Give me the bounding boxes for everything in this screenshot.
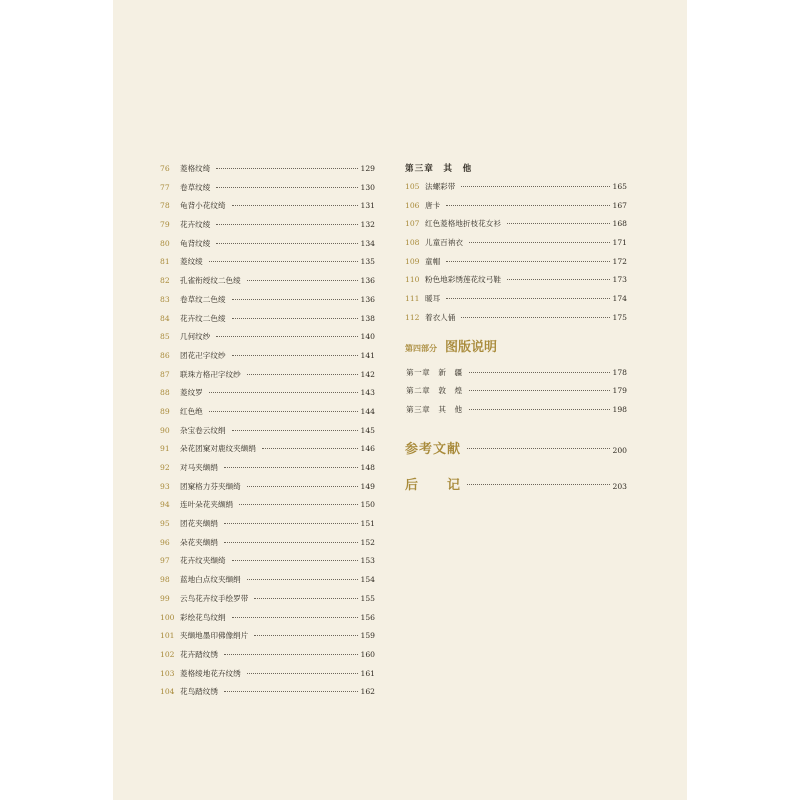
toc-entry-references[interactable]	[405, 432, 627, 468]
part-title: 图版说明	[445, 339, 498, 355]
toc-entry[interactable]	[160, 422, 375, 441]
entry-title: 朵花团窠对鹿纹夹缬绢	[180, 444, 256, 454]
leader-dots	[216, 224, 357, 225]
entry-title: 卷草纹绫	[180, 182, 211, 192]
leader-dots	[254, 598, 357, 599]
part-label: 第四部分	[405, 342, 437, 353]
entry-page: 168	[612, 219, 627, 229]
entry-number: 85	[160, 332, 170, 342]
leader-dots	[461, 317, 609, 318]
entry-number: 102	[160, 649, 175, 659]
entry-number: 81	[160, 257, 170, 267]
entry-page: 155	[360, 593, 375, 603]
entry-title: 团花卍字纹纱	[180, 350, 226, 360]
entry-title: 团花夹缬绢	[180, 519, 218, 529]
entry-title: 几何纹纱	[180, 332, 211, 342]
entry-title: 儿童百衲衣	[425, 238, 463, 248]
entry-title: 童帽	[425, 256, 441, 266]
entry-page: 161	[360, 668, 375, 678]
entry-page: 131	[360, 201, 375, 211]
toc-entry[interactable]	[160, 440, 375, 459]
entry-title: 花卉纹二色绫	[180, 313, 226, 323]
entry-title: 卷草纹二色绫	[180, 294, 226, 304]
entry-title: 第一章 新 疆	[406, 367, 463, 377]
entry-title: 联珠方格卍字纹纱	[180, 369, 241, 379]
entry-page: 146	[360, 444, 375, 454]
entry-title: 唐卡	[425, 200, 441, 210]
toc-entry[interactable]	[160, 384, 375, 403]
entry-page: 167	[612, 200, 627, 210]
entry-number: 95	[160, 519, 170, 529]
leader-dots	[446, 298, 609, 299]
leader-dots	[224, 542, 358, 543]
entry-page: 140	[360, 332, 375, 342]
leader-dots	[232, 299, 358, 300]
entry-page: 136	[360, 294, 375, 304]
entry-page: 162	[360, 687, 375, 697]
entry-title: 云鸟花卉纹手绘罗带	[180, 593, 249, 603]
toc-entry[interactable]	[160, 590, 375, 609]
entry-number: 96	[160, 537, 170, 547]
entry-title: 花卉踏纹绣	[180, 649, 218, 659]
entry-number: 108	[405, 238, 420, 248]
entry-number: 78	[160, 201, 170, 211]
entry-number: 88	[160, 388, 170, 398]
entry-page: 159	[360, 631, 375, 641]
references-title: 参考文献	[405, 441, 462, 457]
entry-number: 107	[405, 219, 420, 229]
entry-title: 第三章 其 他	[406, 404, 463, 414]
entry-number: 109	[405, 256, 420, 266]
entry-page: 156	[360, 612, 375, 622]
toc-entry[interactable]	[160, 253, 375, 272]
leader-dots	[224, 523, 358, 524]
toc-entry[interactable]	[160, 160, 375, 179]
leader-dots	[232, 355, 358, 356]
toc-entry[interactable]	[405, 382, 627, 401]
entry-page: 134	[360, 238, 375, 248]
leader-dots	[446, 205, 609, 206]
entry-page: 143	[360, 388, 375, 398]
toc-entry[interactable]	[405, 253, 627, 272]
entry-title: 法螺彩带	[425, 182, 456, 191]
entry-page: 132	[360, 220, 375, 230]
entry-page: 135	[360, 257, 375, 267]
entry-page: 149	[360, 481, 375, 491]
toc-entry[interactable]	[160, 665, 375, 684]
entry-title: 菱格纹绮	[180, 164, 211, 173]
entry-title: 着衣人俑	[425, 312, 456, 322]
entry-number: 87	[160, 369, 170, 379]
entry-number: 98	[160, 575, 170, 585]
toc-list-other	[405, 178, 627, 328]
toc-entry[interactable]	[405, 364, 627, 383]
leader-dots	[247, 486, 358, 487]
leader-dots	[209, 261, 358, 262]
toc-entry[interactable]	[405, 271, 627, 290]
entry-page: 138	[360, 313, 375, 323]
toc-entry[interactable]	[405, 215, 627, 234]
entry-title: 花卉纹夹缬绮	[180, 556, 226, 566]
entry-title: 夹缬地墨印佛像绢片	[180, 631, 249, 641]
leader-dots	[469, 372, 610, 373]
entry-title: 菱纹罗	[180, 388, 203, 398]
leader-dots	[216, 336, 357, 337]
entry-number: 97	[160, 556, 170, 566]
entry-title: 粉色地彩绣莲花纹弓鞋	[425, 275, 501, 285]
entry-title: 蓝地白点纹夹缬绢	[180, 575, 241, 585]
entry-title: 菱格绫地花卉纹绣	[180, 668, 241, 678]
toc-entry[interactable]	[160, 216, 375, 235]
entry-number: 86	[160, 350, 170, 360]
entry-title: 杂宝卷云纹绢	[180, 425, 226, 435]
toc-entry[interactable]	[160, 235, 375, 254]
entry-page: 141	[360, 350, 375, 360]
entry-page: 198	[612, 404, 627, 414]
entry-page: 145	[360, 425, 375, 435]
entry-title: 红色菱格地折枝花女衫	[425, 219, 501, 229]
entry-title: 龟背小花纹绮	[180, 201, 226, 211]
entry-number: 77	[160, 182, 170, 192]
leader-dots	[209, 411, 358, 412]
entry-page: 130	[360, 182, 375, 192]
leader-dots	[216, 243, 357, 244]
toc-entry[interactable]	[160, 291, 375, 310]
part-heading	[405, 336, 627, 362]
references-page: 200	[612, 445, 627, 455]
chapter-heading-other: 第三章 其 他	[405, 164, 473, 174]
toc-entry[interactable]	[405, 234, 627, 253]
entry-page: 148	[360, 463, 375, 472]
leader-dots	[469, 390, 610, 391]
entry-title: 暖耳	[425, 294, 441, 304]
entry-page: 150	[360, 500, 375, 510]
entry-page: 154	[360, 575, 375, 585]
toc-entry[interactable]	[160, 347, 375, 366]
entry-page: 174	[612, 294, 627, 304]
leader-dots	[216, 187, 357, 188]
toc-entry[interactable]	[160, 534, 375, 553]
toc-entry[interactable]	[405, 197, 627, 216]
entry-page: 160	[360, 649, 375, 659]
toc-entry[interactable]	[160, 627, 375, 646]
toc-entry[interactable]	[160, 683, 375, 702]
entry-number: 82	[160, 276, 170, 286]
toc-entry[interactable]	[405, 401, 627, 420]
leader-dots	[247, 374, 358, 375]
entry-number: 100	[160, 612, 175, 622]
entry-title: 对马夹缬绢	[180, 463, 218, 472]
toc-entry[interactable]	[160, 571, 375, 590]
toc-entry[interactable]	[160, 272, 375, 291]
leader-dots	[467, 448, 609, 449]
toc-entry[interactable]	[405, 309, 627, 328]
leader-dots	[262, 448, 358, 449]
entry-page: 136	[360, 276, 375, 286]
entry-page: 178	[612, 367, 627, 377]
toc-entry[interactable]	[160, 403, 375, 422]
entry-page: 153	[360, 556, 375, 566]
entry-number: 91	[160, 444, 170, 454]
afterword-page: 203	[612, 481, 627, 491]
leader-dots	[507, 223, 610, 224]
leader-dots	[209, 392, 358, 393]
leader-dots	[247, 280, 358, 281]
entry-title: 红色绝	[180, 406, 203, 416]
entry-title: 朵花夹缬绢	[180, 537, 218, 547]
toc-entry[interactable]	[160, 478, 375, 497]
leader-dots	[247, 579, 358, 580]
leader-dots	[239, 504, 357, 505]
entry-page: 171	[612, 238, 627, 248]
entry-page: 129	[360, 164, 375, 173]
toc-entry[interactable]	[160, 609, 375, 628]
entry-title: 花鸟踏纹绣	[180, 687, 218, 697]
entry-title: 花卉纹绫	[180, 220, 211, 230]
leader-dots	[232, 617, 358, 618]
entry-number: 80	[160, 238, 170, 248]
entry-title: 菱纹绫	[180, 257, 203, 267]
leader-dots	[469, 242, 610, 243]
entry-page: 152	[360, 537, 375, 547]
entry-page: 144	[360, 406, 375, 416]
leader-dots	[232, 318, 358, 319]
leader-dots	[461, 186, 609, 187]
entry-page: 173	[612, 275, 627, 285]
toc-entry[interactable]	[160, 197, 375, 216]
leader-dots	[446, 261, 609, 262]
toc-entry[interactable]	[160, 459, 375, 478]
entry-title: 彩绘花鸟纹绢	[180, 612, 226, 622]
leader-dots	[224, 467, 358, 468]
entry-number: 83	[160, 294, 170, 304]
toc-entry[interactable]	[160, 310, 375, 329]
toc-entry[interactable]	[160, 646, 375, 665]
entry-number: 79	[160, 220, 170, 230]
entry-number: 93	[160, 481, 170, 491]
toc-list-part4	[405, 364, 627, 420]
leader-dots	[224, 654, 358, 655]
toc-entry[interactable]	[160, 496, 375, 515]
entry-number: 92	[160, 463, 170, 472]
entry-number: 106	[405, 200, 420, 210]
entry-title: 第二章 敦 煌	[406, 386, 463, 396]
leader-dots	[469, 409, 610, 410]
entry-number: 90	[160, 425, 170, 435]
toc-entry[interactable]	[160, 328, 375, 347]
entry-number: 101	[160, 631, 175, 641]
toc-entry[interactable]	[160, 179, 375, 198]
entry-page: 179	[612, 386, 627, 396]
entry-number: 111	[405, 294, 420, 304]
toc-entry[interactable]	[160, 515, 375, 534]
entry-number: 84	[160, 313, 170, 323]
leader-dots	[232, 430, 358, 431]
entry-title: 孔雀衔绶纹二色绫	[180, 276, 241, 286]
entry-number: 103	[160, 668, 175, 678]
entry-number: 99	[160, 593, 170, 603]
toc-left-column	[160, 160, 375, 702]
entry-page: 165	[612, 182, 627, 191]
entry-page: 151	[360, 519, 375, 529]
toc-entry[interactable]	[160, 366, 375, 385]
entry-title: 龟背纹绫	[180, 238, 211, 248]
entry-page: 175	[612, 312, 627, 322]
leader-dots	[507, 279, 610, 280]
toc-entry-afterword[interactable]	[405, 468, 627, 504]
toc-entry[interactable]	[405, 178, 627, 197]
entry-number: 89	[160, 406, 170, 416]
afterword-title: 后 记	[405, 477, 462, 493]
entry-number: 105	[405, 182, 420, 191]
entry-page: 172	[612, 256, 627, 266]
entry-number: 76	[160, 164, 170, 173]
entry-number: 112	[405, 312, 420, 322]
leader-dots	[247, 673, 358, 674]
leader-dots	[216, 168, 357, 169]
toc-entry[interactable]	[160, 552, 375, 571]
entry-number: 94	[160, 500, 170, 510]
leader-dots	[232, 560, 358, 561]
leader-dots	[224, 691, 358, 692]
entry-number: 110	[405, 275, 420, 285]
leader-dots	[232, 205, 358, 206]
leader-dots	[254, 635, 357, 636]
toc-entry[interactable]	[405, 290, 627, 309]
entry-title: 连叶朵花夹缬绢	[180, 500, 234, 510]
leader-dots	[467, 484, 609, 485]
toc-right-column	[405, 160, 627, 504]
entry-title: 团窠格力芬夹缬绮	[180, 481, 241, 491]
entry-number: 104	[160, 687, 175, 697]
entry-page: 142	[360, 369, 375, 379]
